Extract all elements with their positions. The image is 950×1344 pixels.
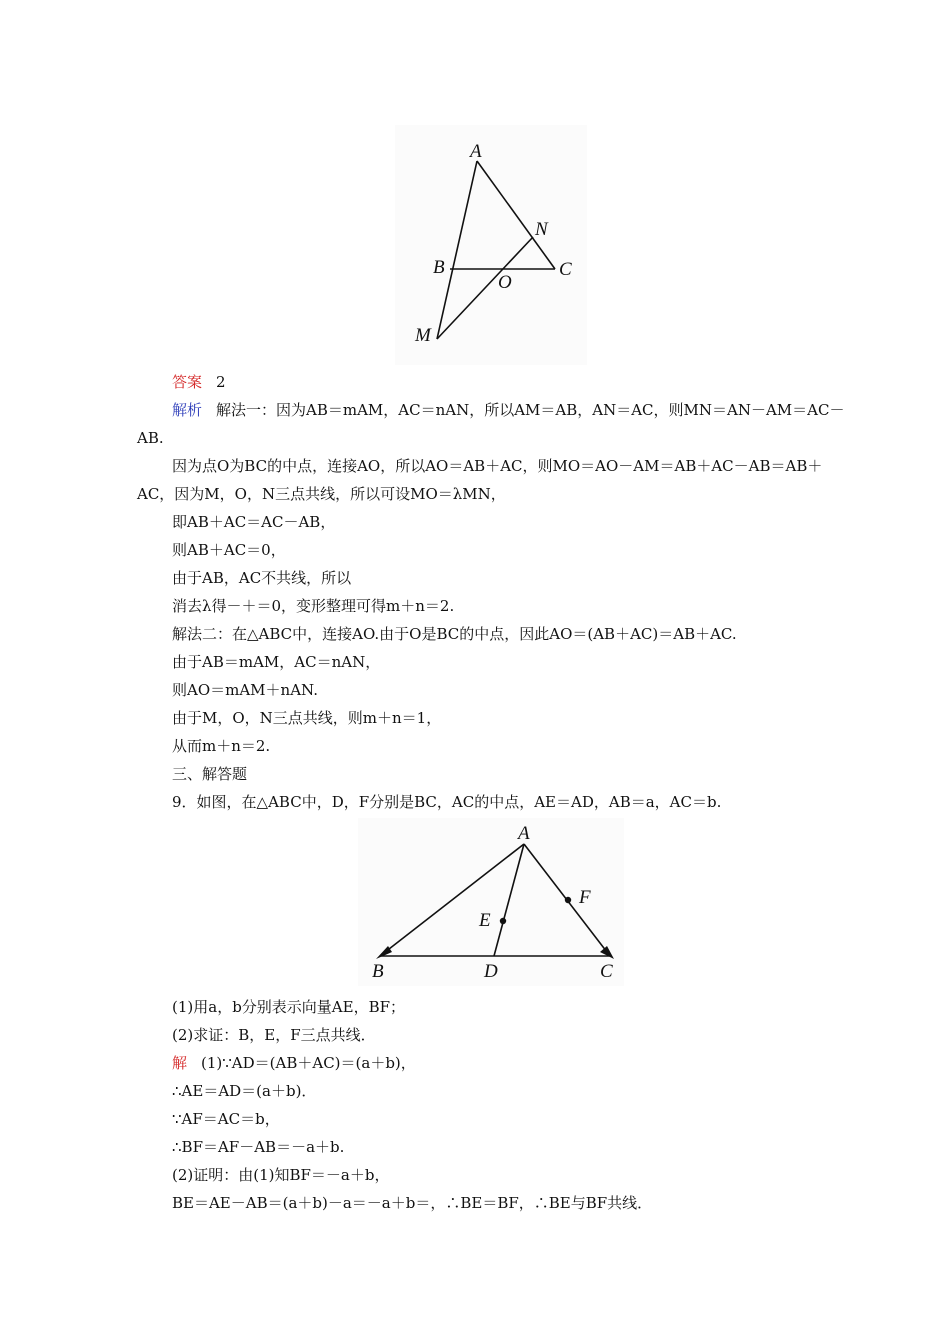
analysis-line-12: 由于M，O，N三点共线，则m＋n＝1， (172, 709, 442, 727)
problem-9-statement: 9．如图，在△ABC中，D，F分别是BC，AC的中点，AE＝AD，AB＝a，AC＝b. (172, 793, 722, 811)
solution-line-5: (2)证明：由(1)知BF＝－a＋b， (172, 1166, 390, 1184)
solution-line-6: BE＝AE－AB＝(a＋b)－a＝－a＋b＝，∴BE＝BF，∴BE与BF共线． (172, 1194, 653, 1212)
line-am (437, 161, 477, 339)
analysis-line-1 (172, 400, 844, 420)
solution-line-1 (172, 1053, 416, 1073)
solution-label: 解 (172, 1054, 188, 1072)
label-a: A (470, 141, 482, 162)
line-ad (494, 844, 524, 956)
label-n: N (535, 219, 548, 240)
solution-line-2: ∴AE＝AD＝(a＋b)． (172, 1082, 317, 1100)
label-c: C (600, 961, 613, 982)
analysis-line-5: 即AB＋AC＝AC－AB， (172, 513, 336, 531)
analysis-line-7: 由于AB，AC不共线，所以 (172, 569, 352, 587)
analysis-line-11: 则AO＝mAM＋nAN. (172, 681, 318, 699)
answer-value: 2 (216, 373, 226, 391)
analysis-line-2: AB. (137, 429, 164, 447)
label-c: C (559, 259, 572, 280)
point-f (565, 897, 571, 903)
analysis-label: 解析 (172, 401, 203, 419)
label-m: M (415, 325, 431, 346)
question-1: (1)用a，b分别表示向量AE，BF； (172, 998, 406, 1016)
label-b: B (433, 257, 445, 278)
figure-2-diagram (358, 818, 624, 986)
line-ac (477, 161, 555, 269)
analysis-line-4: AC，因为M，O，N三点共线，所以可设MO＝λMN， (137, 485, 506, 503)
analysis-text-1: 解法一：因为AB＝mAM，AC＝nAN，所以AM＝AB，AN＝AC，则MN＝AN－AM＝AC－ (216, 401, 845, 419)
figure-2 (358, 818, 624, 986)
line-mn (437, 237, 533, 339)
line-ab (380, 844, 524, 956)
arrow-c (600, 946, 614, 959)
solution-text-1: (1)∵AD＝(AB＋AC)＝(a＋b)， (201, 1054, 416, 1072)
analysis-line-13: 从而m＋n＝2. (172, 737, 271, 755)
label-b: B (372, 961, 384, 982)
solution-line-4: ∴BF＝AF－AB＝－a＋b. (172, 1138, 345, 1156)
analysis-line-8: 消去λ得－＋＝0，变形整理可得m＋n＝2. (172, 597, 455, 615)
point-e (500, 918, 506, 924)
figure-1-diagram (395, 125, 587, 365)
analysis-line-10: 由于AB＝mAM，AC＝nAN， (172, 653, 381, 671)
answer-line (172, 372, 226, 392)
analysis-line-6: 则AB＋AC＝0， (172, 541, 286, 559)
label-a: A (518, 823, 530, 844)
label-d: D (484, 961, 498, 982)
label-e: E (479, 910, 491, 931)
solution-line-3: ∵AF＝AC＝b， (172, 1110, 280, 1128)
label-o: O (498, 272, 512, 293)
figure-1 (395, 125, 587, 365)
analysis-line-3: 因为点O为BC的中点，连接AO，所以AO＝AB＋AC，则MO＝AO－AM＝AB＋AC－AB＝AB＋ (172, 457, 823, 475)
section-title: 三、解答题 (172, 765, 248, 783)
question-2: (2)求证：B，E，F三点共线． (172, 1026, 376, 1044)
answer-label: 答案 (172, 373, 203, 391)
label-f: F (579, 887, 591, 908)
analysis-line-9: 解法二：在△ABC中，连接AO.由于O是BC的中点，因此AO＝(AB＋AC)＝AB＋AC. (172, 625, 737, 643)
